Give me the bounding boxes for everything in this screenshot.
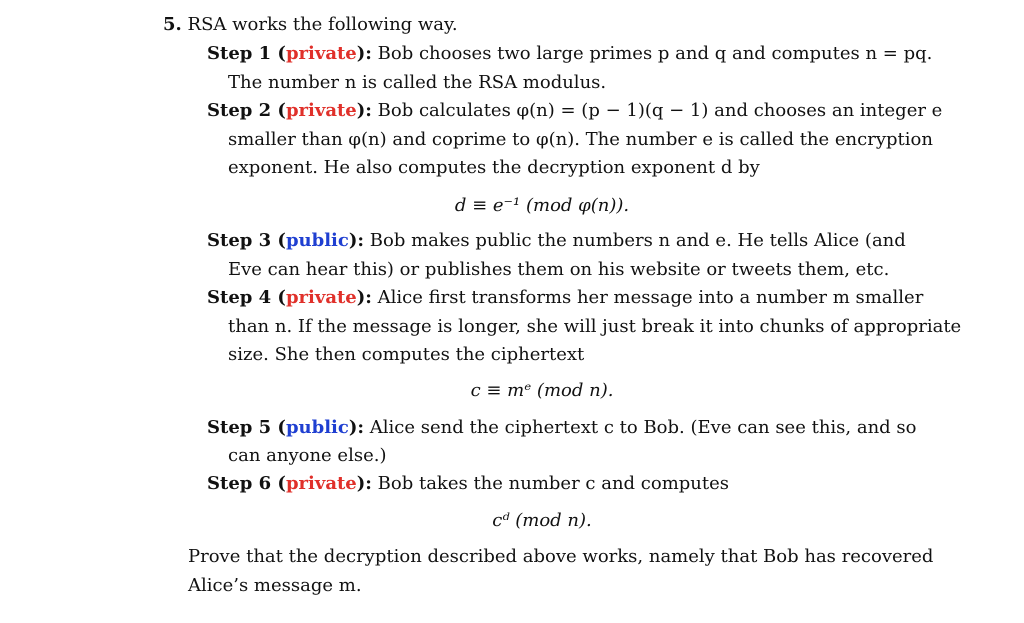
problem-intro: RSA works the following way. [187, 14, 458, 35]
step-6-visibility: private [285, 473, 357, 494]
step-2-visibility: private [285, 100, 357, 121]
step-4-text-1: Alice first transforms her message into a number m smaller [377, 287, 924, 308]
step-2-label: Step 2 [207, 100, 272, 121]
step-1-text-1: Bob chooses two large primes p and q and computes n = pq. [377, 43, 933, 64]
problem-header [163, 12, 458, 38]
step-2-formula: d ≡ e⁻¹ (mod φ(n)). [454, 195, 630, 216]
step-3-text-1: Bob makes public the numbers n and e. He tells Alice (and [369, 230, 906, 251]
step-1-label: Step 1 [207, 43, 272, 64]
conclusion-line-1: Prove that the decryption described above works, namely that Bob has recovered [188, 546, 934, 567]
step-5-label: Step 5 [207, 417, 272, 438]
step-5-line-2: can anyone else.) [228, 445, 387, 466]
step-2-line-3: exponent. He also computes the decryption exponent d by [228, 157, 760, 178]
step-6-text-1: Bob takes the number c and computes [377, 473, 729, 494]
conclusion-line-2: Alice’s message m. [188, 575, 362, 596]
step-4-line-1: Step 4 (private): Alice first transforms her message into a number m smaller [207, 287, 924, 308]
step-1-line-1: Step 1 (private): Bob chooses two large primes p and q and computes n = pq. [207, 43, 933, 64]
step-2-line-2: smaller than φ(n) and coprime to φ(n). The number e is called the encryption [228, 129, 933, 150]
step-4-formula: c ≡ mᵉ (mod n). [470, 380, 614, 401]
step-5-visibility: public [285, 417, 349, 438]
step-3-visibility: public [285, 230, 349, 251]
step-4-label: Step 4 [207, 287, 272, 308]
step-2-line-1: Step 2 (private): Bob calculates φ(n) = (p − 1)(q − 1) and chooses an integer e [207, 100, 943, 121]
step-6-label: Step 6 [207, 473, 272, 494]
problem-number: 5. [163, 14, 182, 35]
step-3-line-1: Step 3 (public): Bob makes public the numbers n and e. He tells Alice (and [207, 230, 906, 251]
step-3-line-2: Eve can hear this) or publishes them on his website or tweets them, etc. [228, 259, 890, 280]
step-2-text-1: Bob calculates φ(n) = (p − 1)(q − 1) and chooses an integer e [377, 100, 943, 121]
step-5-text-1: Alice send the ciphertext c to Bob. (Eve can see this, and so [369, 417, 917, 438]
step-3-label: Step 3 [207, 230, 272, 251]
step-6-line-1: Step 6 (private): Bob takes the number c and computes [207, 473, 729, 494]
step-4-line-2: than n. If the message is longer, she will just break it into chunks of appropriate [228, 316, 962, 337]
step-4-line-3: size. She then computes the ciphertext [228, 344, 585, 365]
step-5-line-1: Step 5 (public): Alice send the ciphertext c to Bob. (Eve can see this, and so [207, 417, 917, 438]
step-6-formula: cᵈ (mod n). [492, 510, 592, 531]
step-1-line-2: The number n is called the RSA modulus. [228, 72, 607, 93]
step-4-visibility: private [285, 287, 357, 308]
step-1-visibility: private [285, 43, 357, 64]
